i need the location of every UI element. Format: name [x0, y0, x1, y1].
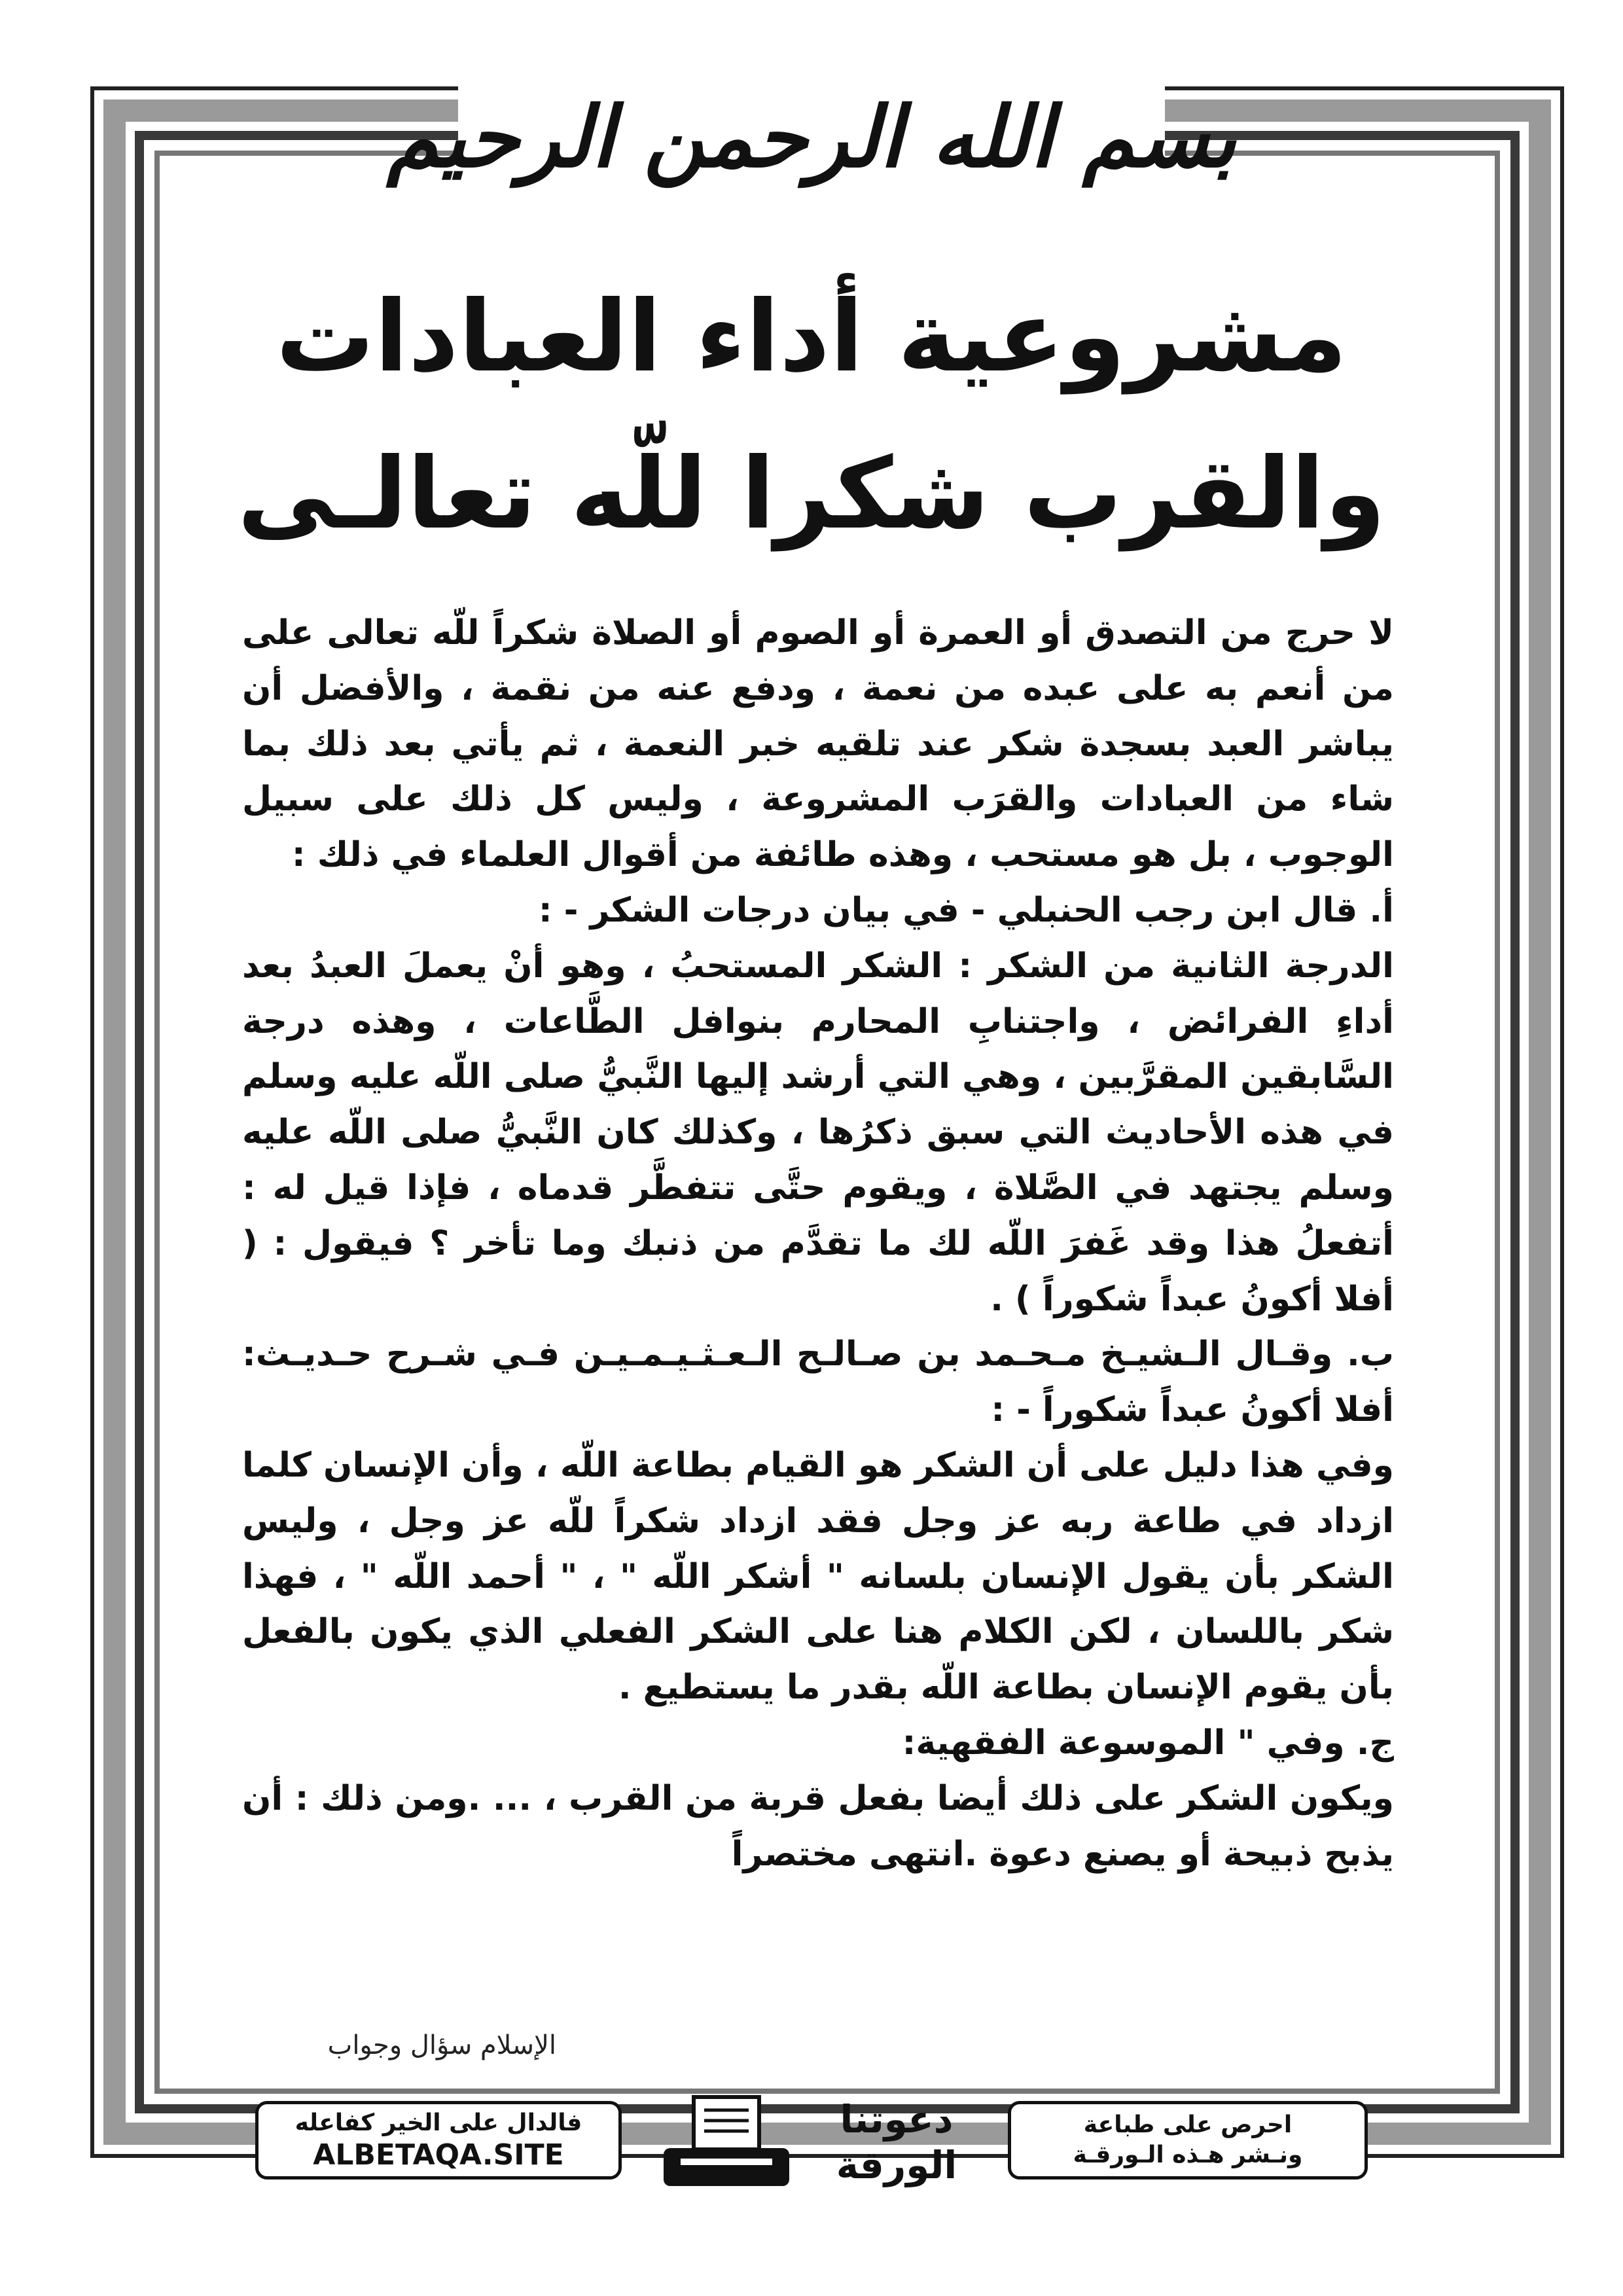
quote-a-heading: أ. قال ابن رجب الحنبلي - في بيان درجات الشكر - :: [538, 890, 1394, 930]
article-body: [242, 605, 1394, 1882]
source-credit: الإسلام سؤال وجواب: [327, 2030, 556, 2060]
quote-c-text: ويكون الشكر على ذلك أيضا بفعل قربة من القرب ، ... .ومن ذلك : أن يذبح ذبيحة أو يصنع دعوة .انتهى مختصراً: [242, 1778, 1394, 1874]
footer-banner: [255, 2094, 1368, 2193]
website-url[interactable]: ALBETAQA.SITE: [313, 2138, 564, 2172]
basmala-header: [386, 39, 1237, 236]
basmala-text: بسم الله الرحمن الرحيم: [386, 88, 1237, 187]
intro-paragraph: لا حرج من التصدق أو العمرة أو الصوم أو الصلاة شكراً للّه تعالى على من أنعم به على عبده من نعمة ، ودفع عنه من نقمة ، والأفضل أن يباشر العبد بسجدة شكر عند تلقيه خبر النعمة ، ثم يأتي بعد ذلك بما شاء من العبادات والقرَب المشروعة ، وليس كل ذلك على سبيل الوجوب ، بل هو مستحب ، وهذه طائفة من أقوال العلماء في ذلك :: [242, 613, 1394, 875]
print-reminder-line-1: احرص على طباعة: [1083, 2111, 1293, 2138]
page-title-line-1: مشروعية أداء العبادات: [276, 280, 1347, 394]
print-reminder-box: [1008, 2101, 1368, 2179]
website-motto: فالدال على الخير كفاعله: [294, 2109, 582, 2136]
page-title-line-2: والقرب شكرا للّه تعالـى: [237, 437, 1386, 551]
website-box: [255, 2101, 622, 2179]
quote-c-heading: ج. وفي " الموسوعة الفقهية:: [902, 1723, 1394, 1763]
dawatuna-logo: [831, 2094, 962, 2193]
quote-a-text: الدرجة الثانية من الشكر : الشكر المستحبُ ، وهو أنْ يعملَ العبدُ بعد أداءِ الفرائض ، واجتنابِ المحارم بنوافل الطَّاعات ، وهذه درجة السَّابقين المقرَّبين ، وهي التي أرشد إليها النَّبيُّ صلى اللّه عليه وسلم في هذه الأحاديث التي سبق ذكرُها ، وكذلك كان النَّبيُّ صلى اللّه عليه وسلم يجتهد في الصَّلاة ، ويقوم حتَّى تتفطَّر قدماه ، فإذا قيل له : أتفعلُ هذا وقد غَفرَ اللّه لك ما تقدَّم من ذنبك وما تأخر ؟ فيقول : ( أفلا أكونُ عبداً شكوراً ) .: [242, 946, 1394, 1319]
quote-b-text: وفي هذا دليل على أن الشكر هو القيام بطاعة اللّه ، وأن الإنسان كلما ازداد في طاعة ربه عز وجل فقد ازداد شكراً للّه عز وجل ، وليس الشكر بأن يقول الإنسان بلسانه " أشكر اللّه " ، " أحمد اللّه " ، فهذا شكر باللسان ، لكن الكلام هنا على الشكر الفعلي الذي يكون بالفعل بأن يقوم الإنسان بطاعة اللّه بقدر ما يستطيع .: [242, 1445, 1394, 1708]
logo-line-2: الورقة: [836, 2143, 957, 2187]
logo-line-1: دعوتنا: [840, 2097, 954, 2142]
printer-icon: [654, 2094, 798, 2193]
quote-b-heading: ب. وقـال الـشيـخ مـحـمد بن صـالـح الـعـثـيـمـيـن فـي شـرح حـديـث: أفلا أكونُ عبداً شكوراً - :: [242, 1335, 1394, 1430]
print-reminder-line-2: ونـشر هـذه الـورقـة: [1073, 2142, 1303, 2168]
